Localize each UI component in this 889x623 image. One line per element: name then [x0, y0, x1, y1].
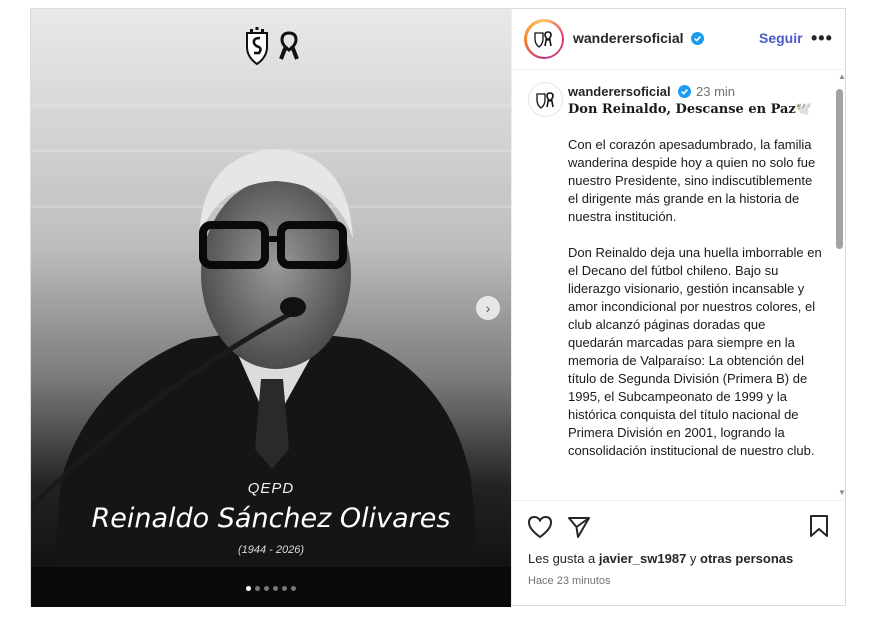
chevron-right-icon: › [485, 300, 491, 316]
scrollbar-thumb[interactable] [836, 89, 843, 249]
header-username-text[interactable]: wanderersoficial [573, 30, 684, 46]
verified-badge-icon [691, 32, 704, 45]
caption-area[interactable] [512, 70, 846, 501]
verified-badge-icon [678, 85, 691, 98]
qepd-label: QEPD [247, 480, 295, 497]
carousel-next-button[interactable] [476, 296, 500, 320]
caption-time[interactable]: 23 min [696, 84, 736, 99]
caption-avatar[interactable] [528, 82, 563, 117]
post-side-panel [511, 9, 846, 605]
club-crest-icon [535, 91, 557, 109]
post-image[interactable] [31, 9, 511, 607]
share-icon[interactable] [567, 515, 591, 539]
carousel-dot [273, 586, 278, 591]
follow-button[interactable]: Seguir [759, 30, 803, 46]
carousel-dot [246, 586, 251, 591]
scroll-up-icon[interactable]: ▲ [838, 72, 846, 81]
liked-by-user-link[interactable]: javier_sw1987 [598, 551, 687, 566]
caption-username[interactable] [568, 84, 691, 99]
caption-username-text[interactable]: wanderersoficial [568, 84, 671, 99]
scroll-down-icon[interactable]: ▼ [838, 488, 846, 497]
carousel-dot [282, 586, 287, 591]
avatar-image [527, 22, 562, 57]
post-timestamp[interactable]: Hace 23 minutos [528, 575, 611, 587]
instagram-post [30, 8, 846, 606]
memorial-years: (1944 - 2026) [237, 544, 305, 556]
carousel-dot [255, 586, 260, 591]
header-username[interactable] [573, 30, 704, 46]
save-bookmark-icon[interactable] [809, 514, 829, 538]
likes-prefix: Les gusta a [528, 551, 599, 566]
caption-body: Con el corazón apesadumbrado, la familia wanderina despide hoy a quien no solo fue nuestro Presidente, sino indiscutiblemente el dirigente más grande en la historia de nuestra institución. Don Reinaldo deja una huella imborrable en el Decano del fútbol chileno. Bajo su liderazgo visionario, gestión incansable y amor incondicional por nuestros colores, el club alcanzó páginas doradas que quedarán marcadas para siempre en la memoria de Valparaíso: La obtención del título de Segunda División (Primera B) de 1995, el Subcampeonato de 1999 y la histórica conquista del título nacional de Primera División en 2001, logrando la consolidación institucional de nuestro club. [568, 137, 822, 458]
post-header [512, 9, 846, 70]
likes-mid: y [686, 551, 701, 566]
avatar[interactable] [524, 19, 564, 59]
others-link[interactable]: otras personas [700, 551, 794, 566]
action-bar [512, 501, 846, 551]
more-options-icon[interactable]: ••• [811, 28, 833, 48]
memorial-name: Reinaldo Sánchez Olivares [91, 503, 451, 534]
carousel-dot [291, 586, 296, 591]
like-heart-icon[interactable] [527, 515, 553, 539]
likes-summary [528, 551, 793, 566]
caption-title: Don Reinaldo, Descanse en Paz🕊️ [568, 102, 812, 117]
carousel-dot [264, 586, 269, 591]
carousel-dots [31, 586, 511, 591]
club-crest-icon [533, 30, 555, 48]
